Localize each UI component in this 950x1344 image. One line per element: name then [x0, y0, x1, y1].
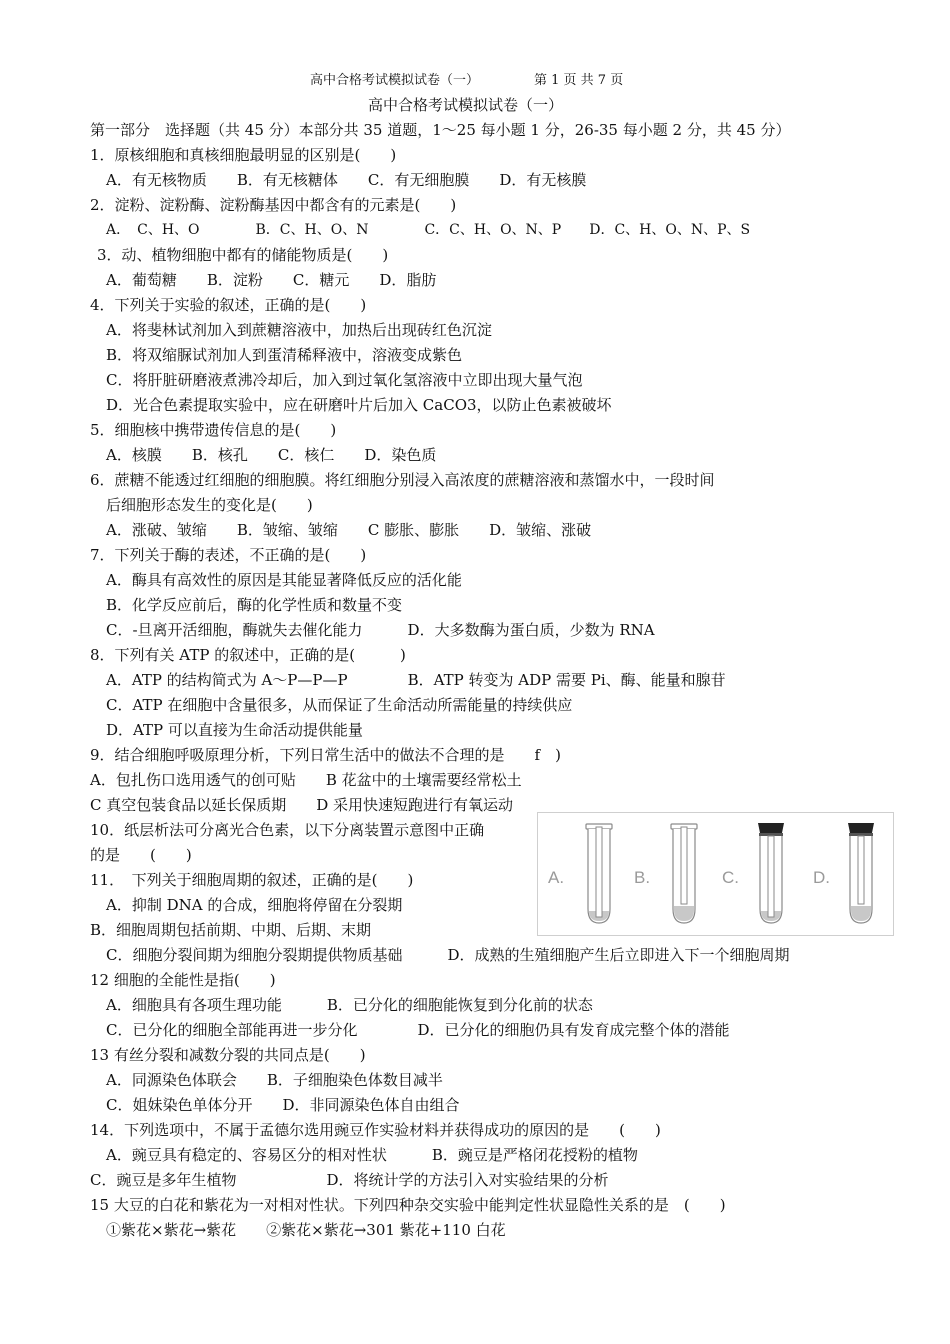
page-number: 第 1 页 共 7 页: [534, 73, 624, 88]
question-stem: 6．蔗糖不能透过红细胞的细胞膜。将红细胞分别浸入高浓度的蔗糖溶液和蒸馏水中，一段时间: [90, 471, 715, 489]
test-tube-a: [586, 824, 612, 923]
question-stem: 5．细胞核中携带遗传信息的是( ): [90, 421, 337, 439]
answer-options: C．姐妹染色单体分开 D．非同源染色体自由组合: [106, 1096, 460, 1114]
answer-option: C．将肝脏研磨液煮沸冷却后，加入到过氧化氢溶液中立即出现大量气泡: [106, 371, 583, 389]
figure-label-d: D.: [813, 868, 830, 887]
answer-options: C．已分化的细胞全部能再进一步分化 D．已分化的细胞仍具有发育成完整个体的潜能: [106, 1021, 730, 1039]
answer-option: A．酶具有高效性的原因是其能显著降低反应的活化能: [106, 571, 462, 589]
answer-options: A．有无核物质 B．有无核糖体 C．有无细胞膜 D．有无核膜: [106, 171, 587, 189]
answer-option: B．将双缩脲试剂加人到蛋清稀释液中，溶液变成紫色: [106, 346, 463, 364]
exam-title: 高中合格考试模拟试卷（一）: [368, 96, 564, 114]
answer-options: C 真空包装食品以延长保质期 D 采用快速短跑进行有氧运动: [90, 796, 514, 814]
question-stem: 13 有丝分裂和减数分裂的共同点是( ): [90, 1046, 366, 1064]
question-stem: 15 大豆的白花和紫花为一对相对性状。下列四种杂交实验中能判定性状显隐性关系的是 ( ): [90, 1196, 726, 1214]
answer-options: C．-旦离开活细胞，酶就失去催化能力 D．大多数酶为蛋白质，少数为 RNA: [106, 621, 655, 639]
answer-options: C．豌豆是多年生植物 D．将统计学的方法引入对实验结果的分析: [90, 1171, 609, 1189]
answer-options: A．ATP 的结构简式为 A～P—P—P B．ATP 转变为 ADP 需要 Pi、酶、能量和腺苷: [106, 671, 726, 689]
test-tube-d: [848, 823, 874, 923]
answer-option: D．光合色素提取实验中，应在研磨叶片后加入 CaCO3，以防止色素被破坏: [106, 396, 612, 414]
figure-label-a: A.: [548, 868, 565, 887]
question-stem: 11． 下列关于细胞周期的叙述，正确的是( ): [90, 871, 414, 889]
answer-options: A．包扎伤口选用透气的创可贴 B 花盆中的土壤需要经常松土: [90, 771, 522, 789]
answer-option: B．化学反应前后，酶的化学性质和数量不变: [106, 596, 403, 614]
answer-options: C．细胞分裂间期为细胞分裂期提供物质基础 D．成熟的生殖细胞产生后立即进入下一个细胞周期: [106, 946, 790, 964]
answer-options: A．核膜 B．核孔 C．核仁 D．染色质: [106, 446, 437, 464]
answer-options: A．细胞具有各项生理功能 B．已分化的细胞能恢复到分化前的状态: [106, 996, 593, 1014]
question-stem: 7．下列关于酶的表述，不正确的是( ): [90, 546, 367, 564]
question-stem: 10．纸层析法可分离光合色素，以下分离装置示意图中正确: [90, 821, 485, 839]
answer-option: B．细胞周期包括前期、中期、后期、末期: [90, 921, 372, 939]
question-stem: 1．原核细胞和真核细胞最明显的区别是( ): [90, 146, 397, 164]
question-stem: 9．结合细胞呼吸原理分析，下列日常生活中的做法不合理的是 f ): [90, 746, 561, 764]
figure-label-b: B.: [634, 868, 651, 887]
answer-option: A．抑制 DNA 的合成，细胞将停留在分裂期: [106, 896, 403, 914]
figure-label-c: C.: [722, 868, 739, 887]
answer-options: A．豌豆具有稳定的、容易区分的相对性状 B．豌豆是严格闭花授粉的植物: [106, 1146, 638, 1164]
running-title: 高中合格考试模拟试卷（一）: [310, 73, 480, 88]
answer-option: A．将斐林试剂加入到蔗糖溶液中，加热后出现砖红色沉淀: [106, 321, 492, 339]
question-stem: 2．淀粉、淀粉酶、淀粉酶基因中都含有的元素是( ): [90, 196, 457, 214]
question-stem: 8．下列有关 ATP 的叙述中，正确的是( ): [90, 646, 406, 664]
answer-option: C．ATP 在细胞中含量很多，从而保证了生命活动所需能量的持续供应: [106, 696, 573, 714]
cross-options: ①紫花×紫花→紫花 ②紫花×紫花→301 紫花+110 白花: [106, 1221, 506, 1239]
test-tube-c: [758, 823, 784, 923]
question-stem: 12 细胞的全能性是指( ): [90, 971, 276, 989]
answer-options: A．涨破、皱缩 B．皱缩、皱缩 C 膨胀、膨胀 D．皱缩、涨破: [106, 521, 592, 539]
chromatography-figure: [537, 812, 894, 936]
question-stem: 3．动、植物细胞中都有的储能物质是( ): [97, 246, 389, 264]
answer-options: A．葡萄糖 B．淀粉 C．糖元 D．脂肪: [106, 271, 437, 289]
section-intro: 第一部分 选择题（共 45 分）本部分共 35 道题，1～25 每小题 1 分，26-35 每小题 2 分，共 45 分）: [90, 121, 791, 139]
answer-option: D．ATP 可以直接为生命活动提供能量: [106, 721, 363, 739]
test-tube-b: [671, 824, 697, 923]
question-stem-continued: 的是 ( ): [90, 846, 192, 864]
question-stem-continued: 后细胞形态发生的变化是( ): [106, 496, 313, 514]
answer-options: A． C、H、O B．C、H、O、N C．C、H、O、N、P D．C、H、O、N、P、S: [106, 222, 751, 238]
answer-options: A．同源染色体联会 B．子细胞染色体数目减半: [106, 1071, 443, 1089]
question-stem: 4．下列关于实验的叙述，正确的是( ): [90, 296, 367, 314]
question-stem: 14．下列选项中，不属于孟德尔选用豌豆作实验材料并获得成功的原因的是 ( ): [90, 1121, 661, 1139]
